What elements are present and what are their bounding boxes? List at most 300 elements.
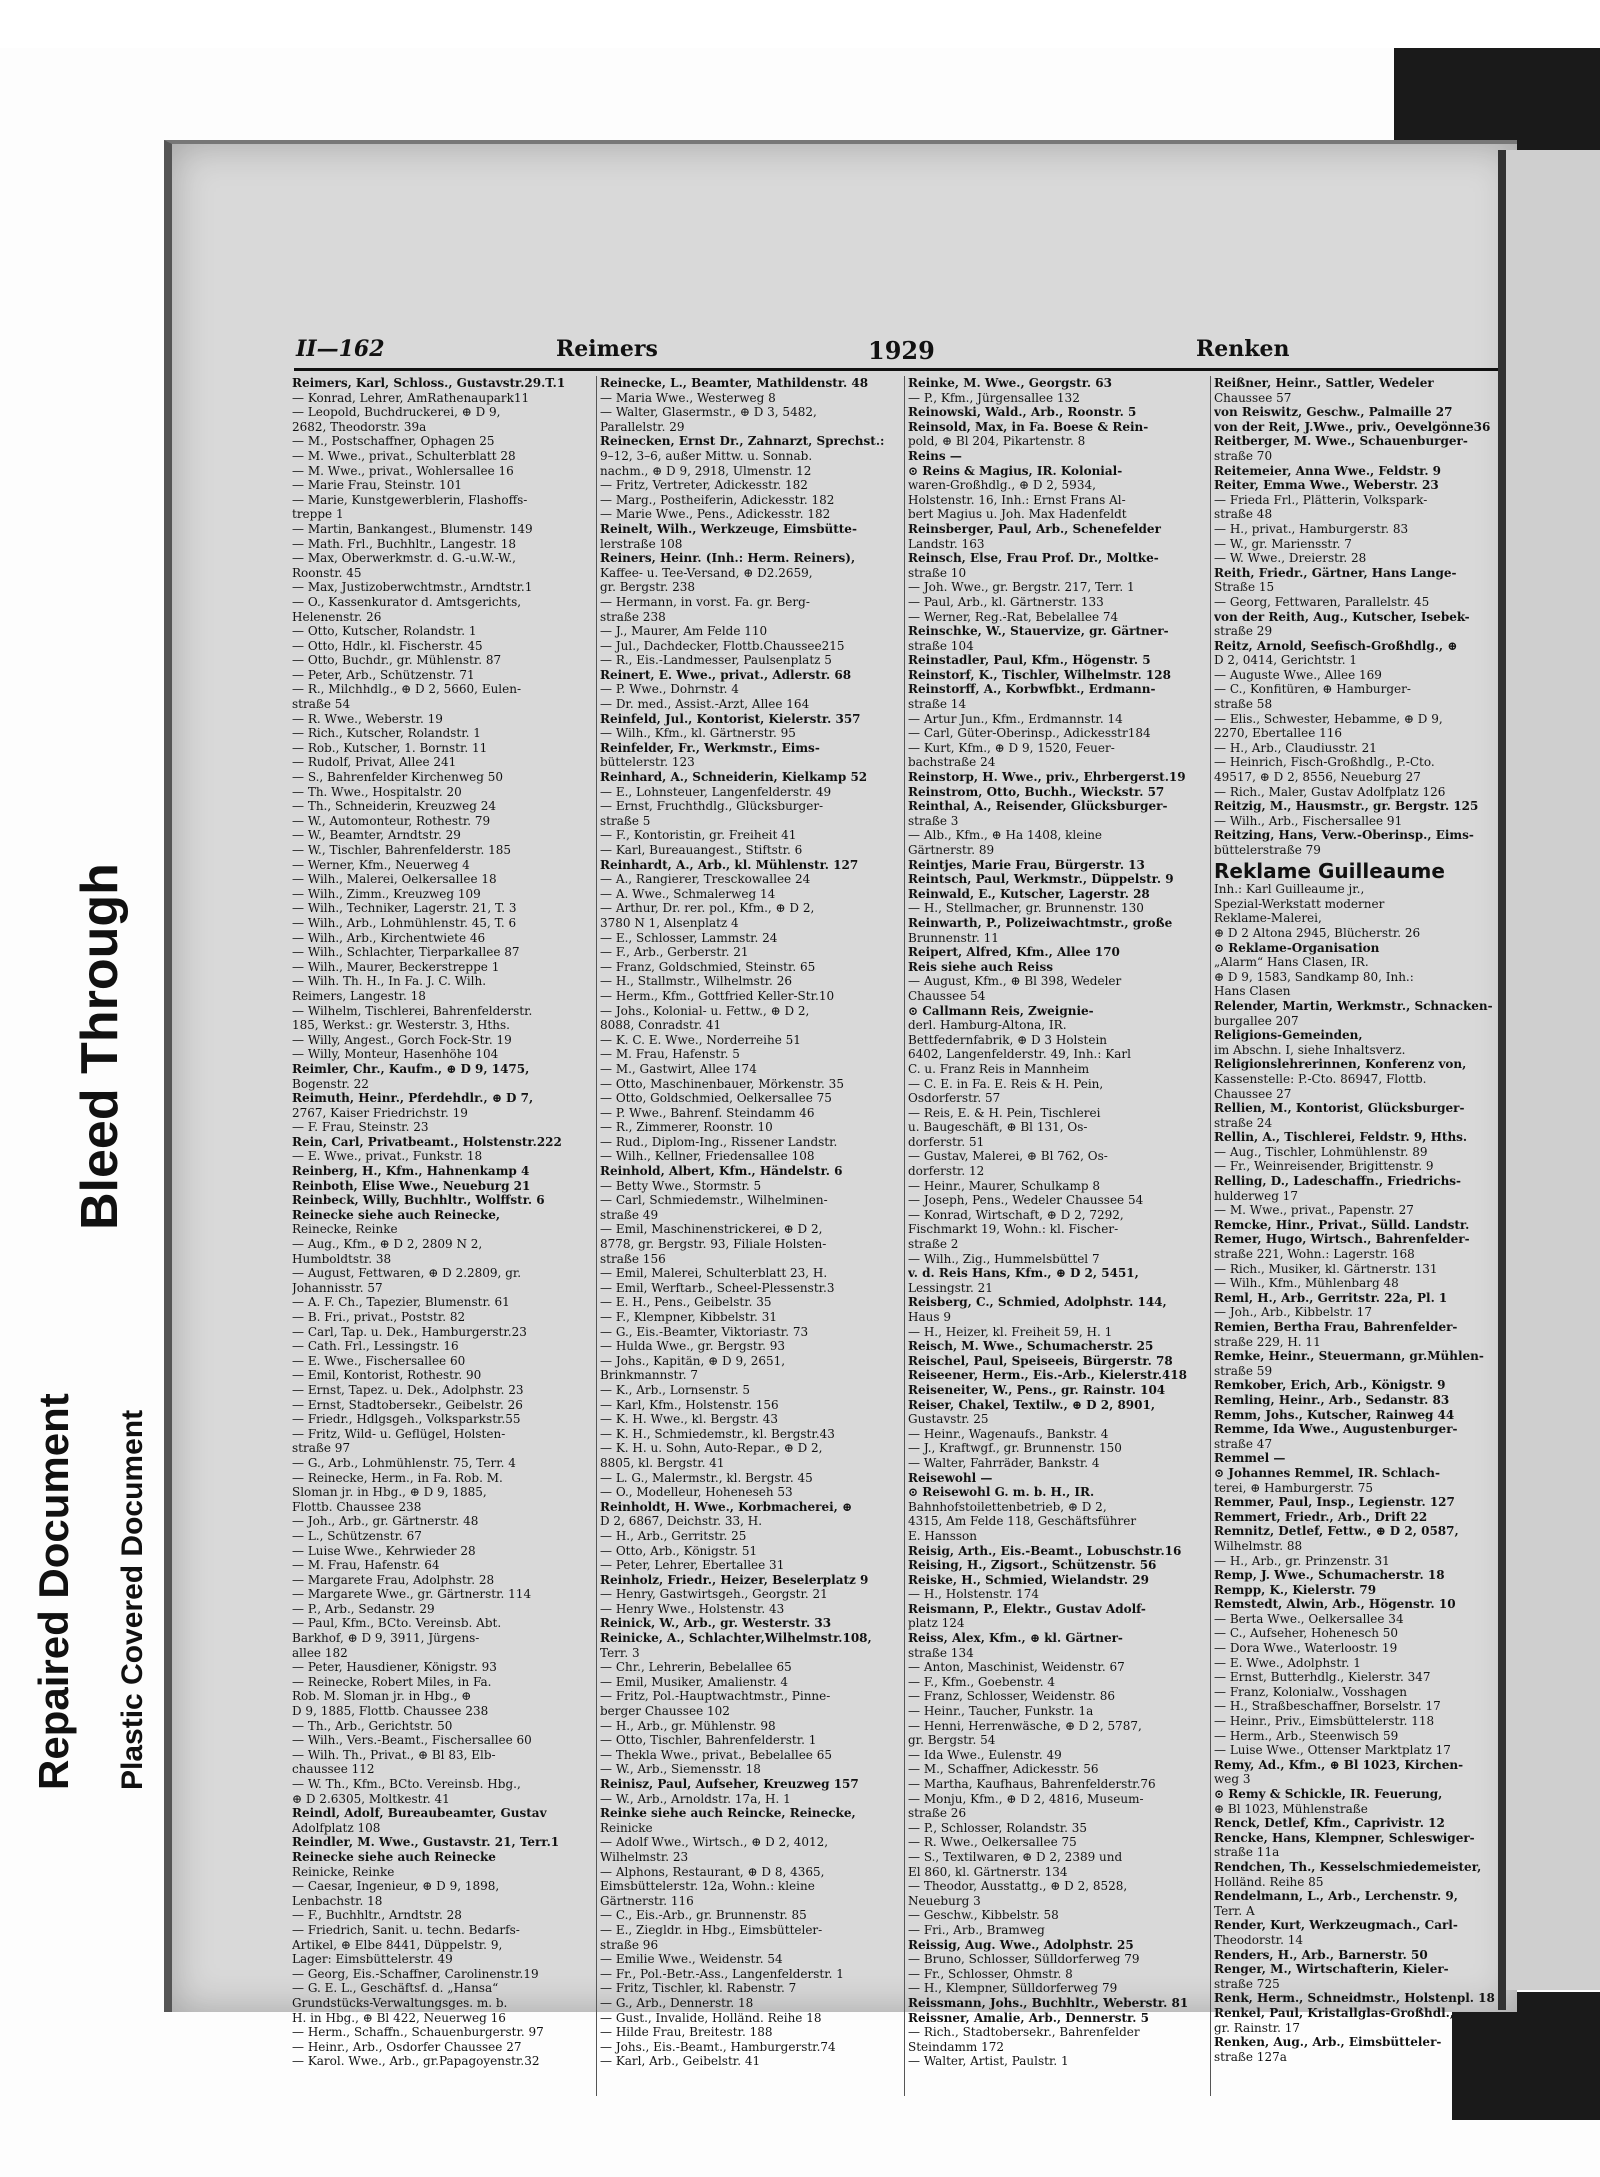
directory-entry: Reinfeld, Jul., Kontorist, Kielerstr. 357 bbox=[600, 711, 861, 726]
directory-entry: Kassenstelle: P.-Cto. 86947, Flottb. bbox=[1214, 1071, 1427, 1086]
first-entry-heading: Reimers bbox=[556, 336, 658, 362]
directory-entry: Reiseener, Herm., Eis.-Arb., Kielerstr.418 bbox=[908, 1368, 1187, 1383]
directory-entry: Osdorferstr. 57 bbox=[908, 1091, 1001, 1106]
directory-entry: Bettfedernfabrik, ⊕ D 3 Holstein bbox=[908, 1032, 1108, 1047]
directory-entry: straße 238 bbox=[600, 609, 666, 624]
directory-entry: — E. Wwe., privat., Funkstr. 18 bbox=[292, 1149, 483, 1164]
directory-entry: — Bruno, Schlosser, Sülldorferweg 79 bbox=[908, 1952, 1140, 1967]
directory-entry: Reindler, M. Wwe., Gustavstr. 21, Terr.1 bbox=[292, 1835, 560, 1850]
directory-entry: Lessingstr. 21 bbox=[908, 1280, 993, 1295]
directory-entry: — Theodor, Ausstattg., ⊕ D 2, 8528, bbox=[908, 1879, 1128, 1894]
directory-column-4 bbox=[1214, 376, 1514, 2096]
directory-entry: — Werner, Kfm., Neuerweg 4 bbox=[292, 857, 470, 872]
directory-entry: hulderweg 17 bbox=[1214, 1188, 1298, 1203]
directory-entry: — Aug., Kfm., ⊕ D 2, 2809 N 2, bbox=[292, 1237, 483, 1252]
directory-entry: — Fritz, Pol.-Hauptwachtmstr., Pinne- bbox=[600, 1689, 831, 1704]
directory-entry: — Heinr., Wagenaufs., Bankstr. 4 bbox=[908, 1426, 1109, 1441]
directory-entry: — Aug., Tischler, Lohmühlenstr. 89 bbox=[1214, 1144, 1428, 1159]
directory-entry: ⊙ Remy & Schickle, IR. Feuerung, bbox=[1214, 1787, 1443, 1801]
directory-entry: — M., Schaffner, Adickesstr. 56 bbox=[908, 1762, 1099, 1777]
directory-entry: Reith, Friedr., Gärtner, Hans Lange- bbox=[1214, 565, 1457, 580]
directory-entry: — Th., Schneiderin, Kreuzweg 24 bbox=[292, 799, 497, 814]
directory-entry: Neueburg 3 bbox=[908, 1893, 981, 1908]
directory-entry: — Otto, Tischler, Bahrenfelderstr. 1 bbox=[600, 1733, 817, 1748]
directory-entry: Johannisstr. 57 bbox=[292, 1280, 383, 1295]
directory-entry: Roonstr. 45 bbox=[292, 565, 362, 580]
plastic-covered-label: Plastic Covered Document bbox=[116, 1409, 149, 1790]
directory-entry: Remmer, Paul, Insp., Legienstr. 127 bbox=[1214, 1495, 1455, 1510]
directory-entry: — R., Milchhdlg., ⊕ D 2, 5660, Eulen- bbox=[292, 682, 522, 697]
directory-entry: — Rich., Kutscher, Rolandstr. 1 bbox=[292, 726, 481, 741]
directory-entry: Reimers, Langestr. 18 bbox=[292, 988, 426, 1003]
directory-entry: Reinstorp, H. Wwe., priv., Ehrbergerst.19 bbox=[908, 770, 1186, 785]
directory-entry: — C., Aufseher, Hohenesch 50 bbox=[1214, 1626, 1399, 1641]
directory-entry: Reisig, Arth., Eis.-Beamt., Lobuschstr.16 bbox=[908, 1543, 1182, 1558]
directory-entry: Lager: Eimsbüttelerstr. 49 bbox=[292, 1952, 453, 1967]
directory-entry: — F., Arb., Gerberstr. 21 bbox=[600, 945, 749, 960]
directory-entry: — Friedrich, Sanit. u. techn. Bedarfs- bbox=[292, 1922, 520, 1937]
directory-entry: — S., Bahrenfelder Kirchenweg 50 bbox=[292, 770, 503, 785]
directory-entry: Religions-Gemeinden, bbox=[1214, 1028, 1363, 1043]
directory-entry: ⊕ D 2 Altona 2945, Blücherstr. 26 bbox=[1214, 925, 1421, 940]
directory-entry: Reinsch, Else, Frau Prof. Dr., Moltke- bbox=[908, 551, 1159, 566]
directory-entry: — Marie Frau, Steinstr. 101 bbox=[292, 478, 462, 493]
directory-entry: Reintsch, Paul, Werkmstr., Düppelstr. 9 bbox=[908, 872, 1174, 887]
directory-entry: — P., Arb., Sedanstr. 29 bbox=[292, 1601, 435, 1616]
directory-entry: — Joh., Arb., gr. Gärtnerstr. 48 bbox=[292, 1514, 479, 1529]
advertisement-title: Reklame Guilleaume bbox=[1214, 858, 1445, 883]
directory-entry: — P., Kfm., Jürgensallee 132 bbox=[908, 390, 1080, 405]
directory-entry: — H., Stellmacher, gr. Brunnenstr. 130 bbox=[908, 901, 1144, 916]
directory-entry: — P. Wwe., Dohrnstr. 4 bbox=[600, 682, 739, 697]
directory-entry: — M. Frau, Hafenstr. 64 bbox=[292, 1558, 440, 1573]
directory-entry: — Herm., Kfm., Gottfried Keller-Str.10 bbox=[600, 988, 835, 1003]
directory-entry: u. Baugeschäft, ⊕ Bl 131, Os- bbox=[908, 1120, 1088, 1135]
directory-entry: Reitemeier, Anna Wwe., Feldstr. 9 bbox=[1214, 463, 1442, 478]
black-tab-top bbox=[1394, 48, 1600, 150]
directory-entry: — H., Arb., gr. Mühlenstr. 98 bbox=[600, 1718, 776, 1733]
directory-entry: Reindl, Adolf, Bureaubeamter, Gustav bbox=[292, 1806, 547, 1821]
directory-entry: Reinicke, Reinke bbox=[292, 1864, 395, 1879]
directory-entry: 8778, gr. Bergstr. 93, Filiale Holsten- bbox=[600, 1237, 827, 1252]
directory-entry: Rempp, K., Kielerstr. 79 bbox=[1214, 1582, 1377, 1597]
directory-entry: — R. Wwe., Oelkersallee 75 bbox=[908, 1835, 1077, 1850]
directory-entry: — J., Maurer, Am Felde 110 bbox=[600, 624, 768, 639]
directory-entry: — Konrad, Lehrer, AmRathenaupark11 bbox=[292, 390, 530, 405]
directory-entry: — L., Schützenstr. 67 bbox=[292, 1528, 422, 1543]
directory-entry: — H., Klempner, Sülldorferweg 79 bbox=[908, 1981, 1118, 1996]
directory-entry: Helenenstr. 26 bbox=[292, 609, 382, 624]
directory-entry: — Emil, Maschinenstrickerei, ⊕ D 2, bbox=[600, 1222, 823, 1237]
directory-entry: — Wilh., Arb., Lohmühlenstr. 45, T. 6 bbox=[292, 915, 517, 930]
directory-entry: — Dr. med., Assist.-Arzt, Allee 164 bbox=[600, 697, 810, 712]
directory-entry: Reinecke, Reinke bbox=[292, 1222, 398, 1237]
directory-entry: gr. Rainstr. 17 bbox=[1214, 2020, 1301, 2035]
column-divider bbox=[904, 376, 905, 2096]
directory-entry: Remling, Heinr., Arb., Sedanstr. 83 bbox=[1214, 1392, 1450, 1407]
directory-entry: — Reinecke, Herm., in Fa. Rob. M. bbox=[292, 1470, 503, 1485]
directory-entry: — Peter, Hausdiener, Königstr. 93 bbox=[292, 1660, 497, 1675]
directory-entry: — Margarete Wwe., gr. Gärtnerstr. 114 bbox=[292, 1587, 532, 1602]
directory-entry: — A. Wwe., Schmalerweg 14 bbox=[600, 886, 776, 901]
directory-entry: — O., Kassenkurator d. Amtsgerichts, bbox=[292, 594, 522, 609]
directory-entry: Religionslehrerinnen, Konferenz von, bbox=[1214, 1057, 1467, 1072]
directory-entry: gr. Bergstr. 54 bbox=[908, 1733, 996, 1748]
directory-entry: — Wilh., Kfm., kl. Gärtnerstr. 95 bbox=[600, 726, 796, 741]
directory-entry: C. u. Franz Reis in Mannheim bbox=[908, 1061, 1090, 1076]
directory-entry: Renken, Aug., Arb., Eimsbütteler- bbox=[1214, 2035, 1442, 2050]
directory-entry: — R., Zimmerer, Roonstr. 10 bbox=[600, 1120, 773, 1135]
directory-entry: Relender, Martin, Werkmstr., Schnacken- bbox=[1214, 998, 1493, 1013]
directory-entry: — Margarete Frau, Adolphstr. 28 bbox=[292, 1572, 495, 1587]
directory-entry: — Chr., Lehrerin, Bebelallee 65 bbox=[600, 1660, 792, 1675]
directory-entry: Wilhelmstr. 88 bbox=[1214, 1538, 1303, 1553]
directory-entry: Straße 15 bbox=[1214, 580, 1275, 595]
directory-entry: Rellin, A., Tischlerei, Feldstr. 9, Hths. bbox=[1214, 1130, 1468, 1145]
directory-entry: von der Reit, J.Wwe., priv., Oevelgönne36 bbox=[1214, 419, 1491, 434]
directory-entry: — Fritz, Vertreter, Adickesstr. 182 bbox=[600, 478, 808, 493]
directory-entry: — Math. Frl., Buchhltr., Langestr. 18 bbox=[292, 536, 516, 551]
directory-entry: — W. Th., Kfm., BCto. Vereinsb. Hbg., bbox=[292, 1777, 521, 1791]
directory-entry: — Fr., Weinreisender, Brigittenstr. 9 bbox=[1214, 1159, 1434, 1174]
directory-entry: Steindamm 172 bbox=[908, 2039, 1005, 2054]
directory-entry: Reinfelder, Fr., Werkmstr., Eims- bbox=[600, 740, 820, 755]
directory-entry: E. Hansson bbox=[908, 1528, 978, 1543]
directory-entry: lerstraße 108 bbox=[600, 536, 683, 551]
directory-entry: — H., Holstenstr. 174 bbox=[908, 1587, 1039, 1602]
directory-entry: — C., Eis.-Arb., gr. Brunnenstr. 85 bbox=[600, 1908, 807, 1923]
directory-entry: Rellien, M., Kontorist, Glücksburger- bbox=[1214, 1101, 1465, 1116]
directory-column-1 bbox=[292, 376, 592, 2096]
directory-entry: Reissmann, Johs., Buchhltr., Weberstr. 81 bbox=[908, 1995, 1189, 2010]
directory-entry: — K. H. u. Sohn, Auto-Repar., ⊕ D 2, bbox=[600, 1441, 823, 1456]
directory-entry: — Heinr., Priv., Eimsbüttelerstr. 118 bbox=[1214, 1714, 1435, 1729]
directory-entry: — Wilh., Maurer, Beckerstreppe 1 bbox=[292, 959, 500, 974]
directory-entry: terei, ⊕ Hamburgerstr. 75 bbox=[1214, 1480, 1374, 1495]
directory-entry: Remp, J. Wwe., Schumacherstr. 18 bbox=[1214, 1568, 1445, 1583]
directory-entry: — H., Arb., Claudiusstr. 21 bbox=[1214, 740, 1377, 755]
directory-entry: — Franz, Schlosser, Weidenstr. 86 bbox=[908, 1689, 1116, 1704]
directory-entry: Rencke, Hans, Klempner, Schleswiger- bbox=[1214, 1830, 1475, 1845]
directory-entry: „Alarm“ Hans Clasen, IR. bbox=[1214, 955, 1369, 970]
directory-entry: — Wilh., Malerei, Oelkersallee 18 bbox=[292, 872, 497, 887]
directory-entry: Haus 9 bbox=[908, 1310, 951, 1324]
directory-entry: 2270, Ebertallee 116 bbox=[1214, 726, 1343, 741]
directory-entry: — Konrad, Wirtschaft, ⊕ D 2, 7292, bbox=[908, 1207, 1124, 1222]
directory-entry: Remer, Hugo, Wirtsch., Bahrenfelder- bbox=[1214, 1232, 1470, 1247]
directory-entry: — Th., Arb., Gerichtstr. 50 bbox=[292, 1718, 453, 1733]
directory-entry: nachm., ⊕ D 9, 2918, Ulmenstr. 12 bbox=[600, 463, 812, 478]
directory-entry: 6402, Langenfelderstr. 49, Inh.: Karl bbox=[908, 1047, 1131, 1062]
directory-entry: straße 96 bbox=[600, 1937, 659, 1952]
directory-entry: — Ernst, Stadtobersekr., Geibelstr. 26 bbox=[292, 1397, 523, 1412]
directory-entry: Wilhelmstr. 23 bbox=[600, 1849, 689, 1864]
column-divider bbox=[596, 376, 597, 2096]
directory-entry: — Heinrich, Fisch-Großhdlg., P.-Cto. bbox=[1214, 755, 1435, 770]
directory-entry: — E. Wwe., Adolphstr. 1 bbox=[1214, 1655, 1361, 1670]
year-heading: 1929 bbox=[868, 336, 935, 365]
directory-entry: — E. Wwe., Fischersallee 60 bbox=[292, 1353, 466, 1368]
directory-entry: Reisberg, C., Schmied, Adolphstr. 144, bbox=[908, 1295, 1167, 1310]
directory-entry: Reklame-Malerei, bbox=[1214, 911, 1322, 926]
directory-entry: Rendchen, Th., Kesselschmiedemeister, bbox=[1214, 1859, 1482, 1874]
directory-entry: — E. H., Pens., Geibelstr. 35 bbox=[600, 1295, 772, 1310]
directory-entry: — Elis., Schwester, Hebamme, ⊕ D 9, bbox=[1214, 711, 1443, 726]
directory-entry: — Walter, Glasermstr., ⊕ D 3, 5482, bbox=[600, 405, 817, 420]
directory-entry: — Cath. Frl., Lessingstr. 16 bbox=[292, 1339, 459, 1354]
directory-entry: — Rich., Maler, Gustav Adolfplatz 126 bbox=[1214, 784, 1446, 799]
directory-entry: — Rob., Kutscher, 1. Bornstr. 11 bbox=[292, 740, 488, 755]
directory-entry: — Franz, Kolonialw., Vosshagen bbox=[1214, 1684, 1407, 1699]
directory-entry: — Otto, Maschinenbauer, Mörkenstr. 35 bbox=[600, 1076, 844, 1091]
directory-entry: Reinecke siehe auch Reinecke, bbox=[292, 1207, 501, 1222]
directory-entry: ⊙ Johannes Remmel, IR. Schlach- bbox=[1214, 1465, 1440, 1480]
directory-entry: — Peter, Lehrer, Ebertallee 31 bbox=[600, 1558, 785, 1573]
directory-entry: — Herm., Arb., Steenwisch 59 bbox=[1214, 1728, 1399, 1743]
directory-entry: — Hulda Wwe., gr. Bergstr. 93 bbox=[600, 1339, 786, 1354]
directory-entry: — Wilhelm, Tischlerei, Bahrenfelderstr. bbox=[292, 1003, 533, 1018]
directory-entry: — Willy, Monteur, Hasenhöhe 104 bbox=[292, 1047, 499, 1062]
directory-entry: Reinicke bbox=[600, 1820, 653, 1835]
directory-entry: straße 221, Wohn.: Lagerstr. 168 bbox=[1214, 1247, 1415, 1262]
directory-entry: — Leopold, Buchdruckerei, ⊕ D 9, bbox=[292, 405, 501, 420]
directory-entry: — G., Eis.-Beamter, Viktoriastr. 73 bbox=[600, 1324, 809, 1339]
directory-entry: — A., Rangierer, Tresckowallee 24 bbox=[600, 872, 811, 887]
repaired-document-label: Repaired Document bbox=[30, 1393, 77, 1790]
directory-entry: straße 29 bbox=[1214, 624, 1273, 639]
column-divider bbox=[1210, 376, 1211, 2096]
directory-entry: — Friedr., Hdlgsgeh., Volksparkstr.55 bbox=[292, 1412, 521, 1427]
directory-entry: — Anton, Maschinist, Weidenstr. 67 bbox=[908, 1660, 1125, 1675]
directory-entry: Reißner, Heinr., Sattler, Wedeler bbox=[1214, 376, 1434, 390]
directory-entry: Reitberger, M. Wwe., Schauenburger- bbox=[1214, 434, 1468, 449]
directory-entry: Reinick, W., Arb., gr. Westerstr. 33 bbox=[600, 1616, 832, 1631]
directory-entry: Reipert, Alfred, Kfm., Allee 170 bbox=[908, 945, 1120, 960]
directory-entry: — S., Textilwaren, ⊕ D 2, 2389 und bbox=[908, 1849, 1123, 1864]
directory-entry: — Joh., Arb., Kibbelstr. 17 bbox=[1214, 1305, 1372, 1320]
directory-entry: — Georg, Fettwaren, Parallelstr. 45 bbox=[1214, 594, 1430, 609]
directory-entry: Reinhard, A., Schneiderin, Kielkamp 52 bbox=[600, 770, 868, 785]
directory-entry: — Wilh., Schlachter, Tierparkallee 87 bbox=[292, 945, 520, 960]
directory-entry: ⊙ Reins & Magius, IR. Kolonial- bbox=[908, 463, 1123, 478]
directory-entry: — M. Frau, Hafenstr. 5 bbox=[600, 1047, 740, 1062]
directory-entry: — Fr., Pol.-Betr.-Ass., Langenfelderstr. 1 bbox=[600, 1966, 844, 1981]
directory-entry: Brunnenstr. 11 bbox=[908, 930, 999, 945]
directory-entry: Grundstücks-Verwaltungsges. m. b. bbox=[292, 1995, 508, 2010]
directory-entry: Reimers, Karl, Schloss., Gustavstr.29.T.1 bbox=[292, 376, 566, 390]
directory-entry: — M., Postschaffner, Ophagen 25 bbox=[292, 434, 495, 449]
directory-entry: — Gust., Invalide, Holländ. Reihe 18 bbox=[600, 2010, 822, 2025]
directory-entry: v. d. Reis Hans, Kfm., ⊕ D 2, 5451, bbox=[908, 1266, 1139, 1281]
directory-entry: — Karl, Kfm., Holstenstr. 156 bbox=[600, 1397, 779, 1412]
directory-entry: — Walter, Fahrräder, Bankstr. 4 bbox=[908, 1455, 1100, 1470]
directory-entry: — L. G., Malermstr., kl. Bergstr. 45 bbox=[600, 1470, 813, 1485]
directory-entry: Reinwarth, P., Polizeiwachtmstr., große bbox=[908, 915, 1173, 930]
directory-entry: — Wilh., Zig., Hummelsbüttel 7 bbox=[908, 1251, 1100, 1266]
directory-entry: — Otto, Goldschmied, Oelkersallee 75 bbox=[600, 1091, 832, 1106]
directory-entry: Reisewohl — bbox=[908, 1470, 993, 1485]
directory-entry: — Rich., Stadtobersekr., Bahrenfelder bbox=[908, 2025, 1140, 2040]
directory-entry: Kaffee- u. Tee-Versand, ⊕ D2.2659, bbox=[600, 565, 813, 580]
directory-entry: im Abschn. I, siehe Inhaltsverz. bbox=[1214, 1042, 1406, 1057]
directory-entry: — Otto, Arb., Königstr. 51 bbox=[600, 1543, 758, 1558]
directory-entry: Flottb. Chaussee 238 bbox=[292, 1499, 422, 1514]
directory-entry: Relling, D., Ladeschaffn., Friedrichs- bbox=[1214, 1174, 1462, 1189]
top-margin bbox=[0, 0, 1600, 48]
directory-entry: — Luise Wwe., Ottenser Marktplatz 17 bbox=[1214, 1743, 1451, 1758]
directory-entry: — Artur Jun., Kfm., Erdmannstr. 14 bbox=[908, 711, 1123, 726]
directory-entry: — Emil, Werftarb., Scheel-Plessenstr.3 bbox=[600, 1280, 835, 1295]
directory-entry: Reinisz, Paul, Aufseher, Kreuzweg 157 bbox=[600, 1777, 859, 1791]
directory-entry: — C., Konfitüren, ⊕ Hamburger- bbox=[1214, 682, 1411, 697]
directory-entry: 4315, Am Felde 118, Geschäftsführer bbox=[908, 1514, 1137, 1529]
directory-entry: Reinowski, Wald., Arb., Roonstr. 5 bbox=[908, 405, 1137, 420]
directory-entry: Reinstrom, Otto, Buchh., Wieckstr. 57 bbox=[908, 784, 1165, 799]
directory-entry: Gustavstr. 25 bbox=[908, 1412, 989, 1427]
directory-entry: — R. Wwe., Weberstr. 19 bbox=[292, 711, 443, 726]
directory-entry: Holländ. Reihe 85 bbox=[1214, 1874, 1324, 1889]
directory-entry: Hans Clasen bbox=[1214, 984, 1291, 999]
directory-entry: — Johs., Kapitän, ⊕ D 9, 2651, bbox=[600, 1353, 786, 1368]
directory-entry: — Marg., Postheiferin, Adickesstr. 182 bbox=[600, 492, 835, 507]
directory-entry: — W. Wwe., Dreierstr. 28 bbox=[1214, 551, 1367, 566]
directory-entry: — Hilde Frau, Breitestr. 188 bbox=[600, 2025, 773, 2040]
directory-entry: Reinholz, Friedr., Heizer, Beselerplatz 9 bbox=[600, 1572, 869, 1587]
directory-entry: — W., gr. Mariensstr. 7 bbox=[1214, 536, 1352, 551]
directory-entry: Inh.: Karl Guilleaume jr., bbox=[1214, 882, 1365, 897]
directory-entry: D 2, 6867, Deichstr. 33, H. bbox=[600, 1514, 763, 1529]
directory-entry: derl. Hamburg-Altona, IR. bbox=[908, 1018, 1067, 1033]
directory-entry: — Carl, Güter-Oberinsp., Adickesstr184 bbox=[908, 726, 1151, 741]
directory-entry: — Frieda Frl., Plätterin, Volkspark- bbox=[1214, 492, 1428, 507]
directory-entry: von Reiswitz, Geschw., Palmaille 27 bbox=[1214, 405, 1453, 420]
directory-entry: ⊕ D 9, 1583, Sandkamp 80, Inh.: bbox=[1214, 969, 1414, 984]
directory-entry: Humboldtstr. 38 bbox=[292, 1251, 392, 1266]
directory-entry: — G., Arb., Lohmühlenstr. 75, Terr. 4 bbox=[292, 1455, 516, 1470]
directory-entry: — Caesar, Ingenieur, ⊕ D 9, 1898, bbox=[292, 1879, 500, 1894]
directory-entry: — W., Arb., Arnoldstr. 17a, H. 1 bbox=[600, 1791, 791, 1806]
directory-entry: Theodorstr. 14 bbox=[1214, 1932, 1303, 1947]
directory-entry: Remy, Ad., Kfm., ⊕ Bl 1023, Kirchen- bbox=[1214, 1757, 1464, 1772]
directory-entry: berger Chaussee 102 bbox=[600, 1704, 730, 1719]
directory-entry: Reitz, Arnold, Seefisch-Großhdlg., ⊕ bbox=[1214, 638, 1458, 653]
directory-entry: 8805, kl. Bergstr. 41 bbox=[600, 1455, 725, 1470]
directory-entry: Reinboth, Elise Wwe., Neueburg 21 bbox=[292, 1178, 531, 1193]
directory-entry: Reiske, H., Schmied, Wielandstr. 29 bbox=[908, 1572, 1149, 1587]
directory-entry: — B. Fri., privat., Poststr. 82 bbox=[292, 1310, 466, 1324]
directory-entry: — Auguste Wwe., Allee 169 bbox=[1214, 667, 1382, 682]
directory-entry: — Rich., Musiker, kl. Gärtnerstr. 131 bbox=[1214, 1261, 1438, 1276]
directory-entry: — Wilh., Arb., Kirchentwiete 46 bbox=[292, 930, 486, 945]
directory-entry: — Adolf Wwe., Wirtsch., ⊕ D 2, 4012, bbox=[600, 1835, 829, 1850]
directory-entry: Parallelstr. 29 bbox=[600, 419, 685, 434]
directory-entry: chaussee 112 bbox=[292, 1762, 375, 1777]
directory-entry: Reinke siehe auch Reincke, Reinecke, bbox=[600, 1806, 856, 1821]
directory-column-3 bbox=[908, 376, 1208, 2096]
directory-entry: Gärtnerstr. 116 bbox=[600, 1893, 694, 1908]
directory-entry: Chaussee 27 bbox=[1214, 1086, 1292, 1101]
directory-entry: — W., Automonteur, Rothestr. 79 bbox=[292, 813, 491, 828]
directory-entry: — Paul, Arb., kl. Gärtnerstr. 133 bbox=[908, 594, 1104, 609]
directory-entry: Artikel, ⊕ Elbe 8441, Düppelstr. 9, bbox=[292, 1937, 503, 1952]
directory-entry: Reinthal, A., Reisender, Glücksburger- bbox=[908, 799, 1168, 814]
directory-entry: Remke, Heinr., Steuermann, gr.Mühlen- bbox=[1214, 1349, 1484, 1364]
directory-entry: Fischmarkt 19, Wohn.: kl. Fischer- bbox=[908, 1222, 1119, 1237]
directory-entry: — F., Kontoristin, gr. Freiheit 41 bbox=[600, 828, 797, 843]
directory-entry: — Henry, Gastwirtsgeh., Georgstr. 21 bbox=[600, 1587, 828, 1602]
directory-entry: — Max, Oberwerkmstr. d. G.-u.W.-W., bbox=[292, 551, 516, 566]
directory-entry: straße 3 bbox=[908, 813, 959, 828]
facing-page-edge bbox=[1506, 150, 1600, 1990]
directory-entry: Reinelt, Wilh., Werkzeuge, Eimsbütte- bbox=[600, 521, 857, 536]
directory-entry: — P. Wwe., Bahrenf. Steindamm 46 bbox=[600, 1105, 815, 1120]
directory-entry: Reinbeck, Willy, Buchhltr., Wolffstr. 6 bbox=[292, 1193, 545, 1208]
directory-entry: — Otto, Kutscher, Rolandstr. 1 bbox=[292, 624, 477, 639]
directory-entry: — Fritz, Wild- u. Geflügel, Holsten- bbox=[292, 1426, 506, 1441]
directory-entry: — A. F. Ch., Tapezier, Blumenstr. 61 bbox=[292, 1295, 510, 1310]
directory-entry: — Henry Wwe., Holstenstr. 43 bbox=[600, 1601, 785, 1616]
directory-entry: — Paul, Kfm., BCto. Vereinsb. Abt. bbox=[292, 1616, 502, 1631]
directory-entry: — Karl, Bureauangest., Stiftstr. 6 bbox=[600, 843, 803, 857]
directory-entry: Renger, M., Wirtschafterin, Kieler- bbox=[1214, 1962, 1449, 1977]
header-rule bbox=[294, 368, 1600, 371]
directory-entry: Gärtnerstr. 89 bbox=[908, 843, 995, 857]
directory-entry: Sloman jr. in Hbg., ⊕ D 9, 1885, bbox=[292, 1485, 487, 1500]
directory-entry: Reinke, M. Wwe., Georgstr. 63 bbox=[908, 376, 1112, 390]
directory-entry: — Dora Wwe., Waterloostr. 19 bbox=[1214, 1641, 1398, 1656]
directory-entry: — Rud., Diplom-Ing., Rissener Landstr. bbox=[600, 1134, 838, 1149]
directory-entry: Reinstorff, A., Korbwfbkt., Erdmann- bbox=[908, 682, 1156, 697]
directory-entry: Reimuth, Heinr., Pferdehdlr., ⊕ D 7, bbox=[292, 1091, 534, 1106]
directory-entry: — Walter, Artist, Paulstr. 1 bbox=[908, 2054, 1069, 2069]
directory-entry: Reiseneiter, W., Pens., gr. Rainstr. 104 bbox=[908, 1382, 1166, 1397]
directory-entry: straße 97 bbox=[292, 1441, 351, 1456]
directory-entry: — Emil, Kontorist, Rothestr. 90 bbox=[292, 1368, 482, 1383]
directory-entry: büttelerstr. 123 bbox=[600, 755, 695, 770]
directory-entry: — Geschw., Kibbelstr. 58 bbox=[908, 1908, 1059, 1923]
directory-entry: Reinhardt, A., Arb., kl. Mühlenstr. 127 bbox=[600, 857, 859, 872]
directory-entry: — H., Arb., Gerritstr. 25 bbox=[600, 1528, 747, 1543]
directory-entry: bert Magius u. Joh. Max Hadenfeldt bbox=[908, 507, 1127, 522]
directory-entry: Reinstadler, Paul, Kfm., Högenstr. 5 bbox=[908, 653, 1151, 668]
directory-entry: gr. Bergstr. 238 bbox=[600, 580, 695, 595]
directory-entry: — R., Eis.-Landmesser, Paulsenplatz 5 bbox=[600, 653, 832, 668]
directory-entry: — E., Ziegldr. in Hbg., Eimsbütteler- bbox=[600, 1922, 823, 1937]
directory-entry: Rein, Carl, Privatbeamt., Holstenstr.222 bbox=[292, 1134, 562, 1149]
directory-entry: 185, Werkst.: gr. Westerstr. 3, Hths. bbox=[292, 1018, 510, 1033]
directory-entry: — Wilh., Kellner, Friedensallee 108 bbox=[600, 1149, 815, 1164]
directory-entry: Reinecke, L., Beamter, Mathildenstr. 48 bbox=[600, 376, 869, 390]
directory-entry: Bahnhofstoilettenbetrieb, ⊕ D 2, bbox=[908, 1499, 1107, 1514]
directory-entry: treppe 1 bbox=[292, 507, 344, 522]
directory-entry: Reimler, Chr., Kaufm., ⊕ D 9, 1475, bbox=[292, 1061, 530, 1076]
directory-entry: — Berta Wwe., Oelkersallee 34 bbox=[1214, 1611, 1404, 1626]
directory-entry: ⊙ Reisewohl G. m. b. H., IR. bbox=[908, 1485, 1095, 1500]
directory-entry: dorferstr. 51 bbox=[908, 1134, 985, 1149]
directory-entry: — F., Kfm., Goebenstr. 4 bbox=[908, 1674, 1056, 1689]
directory-entry: — Karol. Wwe., Arb., gr.Papagoyenstr.32 bbox=[292, 2054, 540, 2069]
directory-entry: Reissig, Aug. Wwe., Adolphstr. 25 bbox=[908, 1937, 1134, 1952]
directory-entry: D 2, 0414, Gerichtstr. 1 bbox=[1214, 653, 1358, 668]
directory-entry: Chaussee 54 bbox=[908, 988, 986, 1003]
directory-entry: straße 47 bbox=[1214, 1436, 1273, 1451]
directory-entry: — P., Schlosser, Rolandstr. 35 bbox=[908, 1820, 1088, 1835]
directory-entry: H. in Hbg., ⊕ Bl 422, Neuerweg 16 bbox=[292, 2010, 506, 2025]
directory-entry: — W., Beamter, Arndtstr. 29 bbox=[292, 828, 461, 843]
directory-entry: straße 70 bbox=[1214, 448, 1273, 463]
directory-entry: — M. Wwe., privat., Papenstr. 27 bbox=[1214, 1203, 1414, 1218]
directory-entry: — W., Tischler, Bahrenfelderstr. 185 bbox=[292, 843, 512, 857]
